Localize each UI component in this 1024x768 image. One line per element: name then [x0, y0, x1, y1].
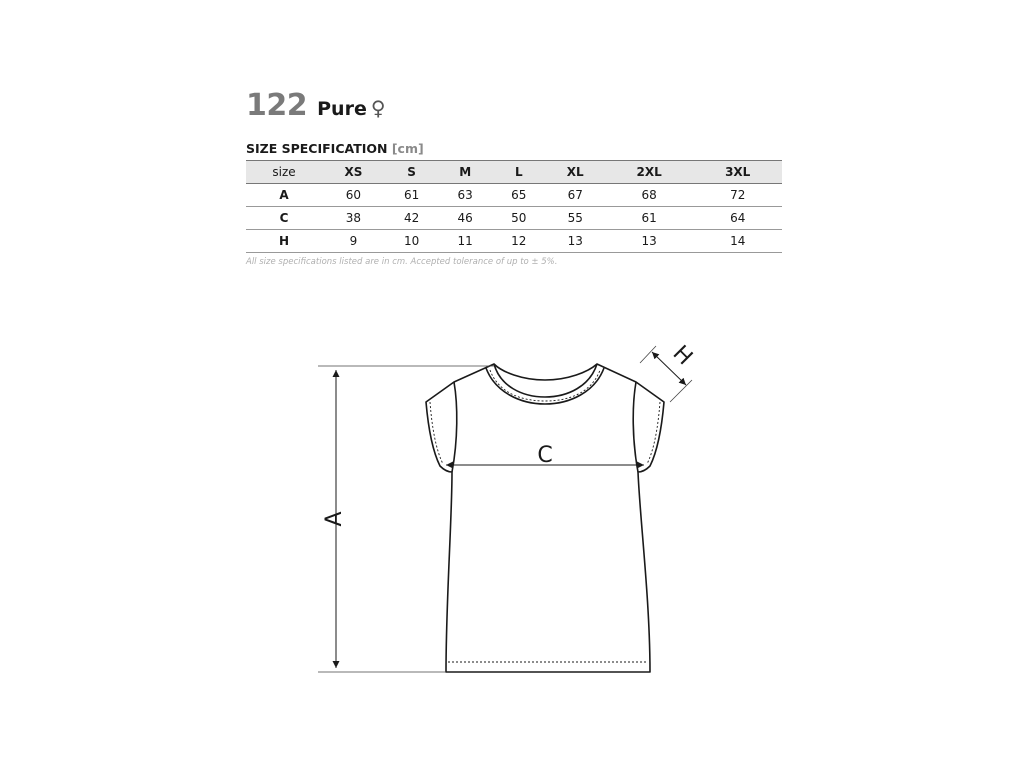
- row-label: H: [278, 234, 290, 248]
- dimension-c-label: C: [537, 443, 553, 468]
- stitching: [430, 370, 660, 662]
- table-cell: 67: [567, 188, 583, 202]
- dimension-h-guide-2: [670, 380, 692, 402]
- table-cell: 65: [511, 188, 527, 202]
- dimension-h-guide-1: [640, 346, 656, 363]
- table-cell: 42: [403, 211, 420, 225]
- row-label: A: [279, 188, 289, 202]
- table-cell: 61: [641, 211, 657, 225]
- header-cell: XL: [566, 165, 584, 179]
- dimension-h: [640, 341, 697, 402]
- dimension-a-label: A: [322, 511, 347, 527]
- header-cell: 3XL: [725, 165, 751, 179]
- table-cell: 68: [641, 188, 657, 202]
- table-cell: 64: [730, 211, 746, 225]
- spec-title-text: SIZE SPECIFICATION: [246, 141, 388, 156]
- table-cell: 13: [567, 234, 583, 248]
- table-cell: 46: [457, 211, 473, 225]
- row-label: C: [279, 211, 289, 225]
- table-cell: 60: [345, 188, 362, 202]
- header-cell: size: [272, 165, 296, 179]
- table-cell: 38: [345, 211, 362, 225]
- dimension-c: [446, 443, 644, 468]
- table-cell: 10: [403, 234, 420, 248]
- table-cell: 14: [730, 234, 746, 248]
- table-cell: 61: [403, 188, 420, 202]
- table-cell: 11: [457, 234, 473, 248]
- tshirt-outline: [426, 364, 664, 672]
- table-cell: 63: [457, 188, 473, 202]
- table-cell: 12: [511, 234, 527, 248]
- header-cell: XS: [344, 165, 363, 179]
- header-cell: L: [514, 165, 523, 179]
- table-cell: 13: [641, 234, 657, 248]
- spec-unit: [cm]: [391, 141, 424, 156]
- dimension-h-label: H: [667, 340, 698, 371]
- tolerance-note: All size specifications listed are in cm. Accepted tolerance of up to ± 5%.: [246, 257, 558, 267]
- product-number: 122: [246, 88, 308, 123]
- header-cell: S: [407, 165, 416, 179]
- table-cell: 9: [349, 234, 358, 248]
- dimension-a: [318, 366, 494, 672]
- female-symbol-icon: ♀: [370, 96, 386, 120]
- product-name: Pure: [317, 98, 367, 120]
- table-cell: 50: [511, 211, 527, 225]
- header-cell: M: [459, 165, 472, 179]
- table-cell: 55: [567, 211, 583, 225]
- header-cell: 2XL: [636, 165, 662, 179]
- table-cell: 72: [730, 188, 746, 202]
